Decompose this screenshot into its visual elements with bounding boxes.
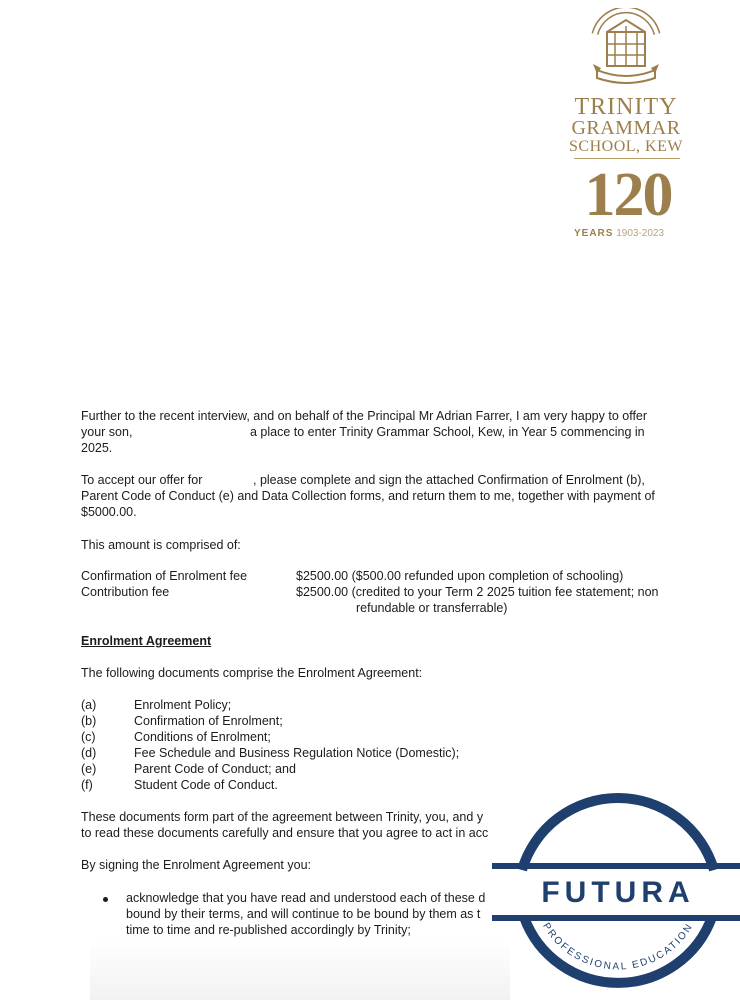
school-name [566,96,686,156]
anniversary-number: 120 [584,161,672,229]
document-item: Student Code of Conduct. [134,778,278,792]
fee-amount-continued: refundable or transferrable) [356,601,508,615]
agreement-intro: The following documents comprise the Enrolment Agreement: [81,666,423,680]
school-crest-icon [585,8,667,88]
para2-line1a: To accept our offer for [81,473,203,487]
bullet-line2: bound by their terms, and will continue to be bound by them as t [126,907,481,921]
document-item: Fee Schedule and Business Regulation Notice (Domestic); [134,746,460,760]
futura-tagline: PROFESSIONAL EDUCATION [540,921,696,973]
bottom-fade [90,940,510,1000]
anniversary-years-label: YEARS [574,228,614,239]
futura-watermark-logo [492,775,740,1000]
letterhead-divider [574,158,680,159]
para2-line3: $5000.00. [81,505,137,519]
agreement-para-line1: These documents form part of the agreement between Trinity, you, and y [81,810,484,824]
futura-brand: FUTURA [541,876,695,909]
amount-intro: This amount is comprised of: [81,538,241,552]
document-item: Confirmation of Enrolment; [134,714,283,728]
document-key: (c) [81,730,96,744]
agreement-heading: Enrolment Agreement [81,634,212,648]
para2-line1b: , please complete and sign the attached Confirmation of Enrolment (b), [253,473,645,487]
para1-line2b: a place to enter Trinity Grammar School, Kew, in Year 5 commencing in [250,425,645,439]
fee-amount: $2500.00 (credited to your Term 2 2025 tuition fee statement; non [296,585,659,599]
para2-line2: Parent Code of Conduct (e) and Data Collection forms, and return them to me, together with payment of [81,489,655,503]
anniversary-range: 1903-2023 [616,228,665,239]
document-item: Parent Code of Conduct; and [134,762,296,776]
fee-amount: $2500.00 ($500.00 refunded upon completion of schooling) [296,569,624,583]
para1-line1: Further to the recent interview, and on behalf of the Principal Mr Adrian Farrer, I am very happy to offer [81,409,648,423]
school-name-line2: GRAMMAR [571,117,681,139]
bullet-line3: time to time and re-published accordingly by Trinity; [126,923,411,937]
fee-label: Confirmation of Enrolment fee [81,569,248,583]
anniversary-years [574,228,664,239]
document-item: Enrolment Policy; [134,698,232,712]
document-key: (d) [81,746,97,760]
school-name-line3: SCHOOL, KEW [569,138,683,155]
signing-intro: By signing the Enrolment Agreement you: [81,858,311,872]
document-key: (f) [81,778,93,792]
fee-label: Contribution fee [81,585,170,599]
para1-line3: 2025. [81,441,113,455]
agreement-para-line2: to read these documents carefully and ensure that you agree to act in acc [81,826,489,840]
document-item: Conditions of Enrolment; [134,730,271,744]
bullet-icon [103,897,108,902]
para1-line2a: your son, [81,425,133,439]
bullet-line1: acknowledge that you have read and understood each of these d [126,891,486,905]
school-name-line1: TRINITY [574,94,678,120]
document-key: (b) [81,714,97,728]
document-key: (a) [81,698,97,712]
document-key: (e) [81,762,97,776]
